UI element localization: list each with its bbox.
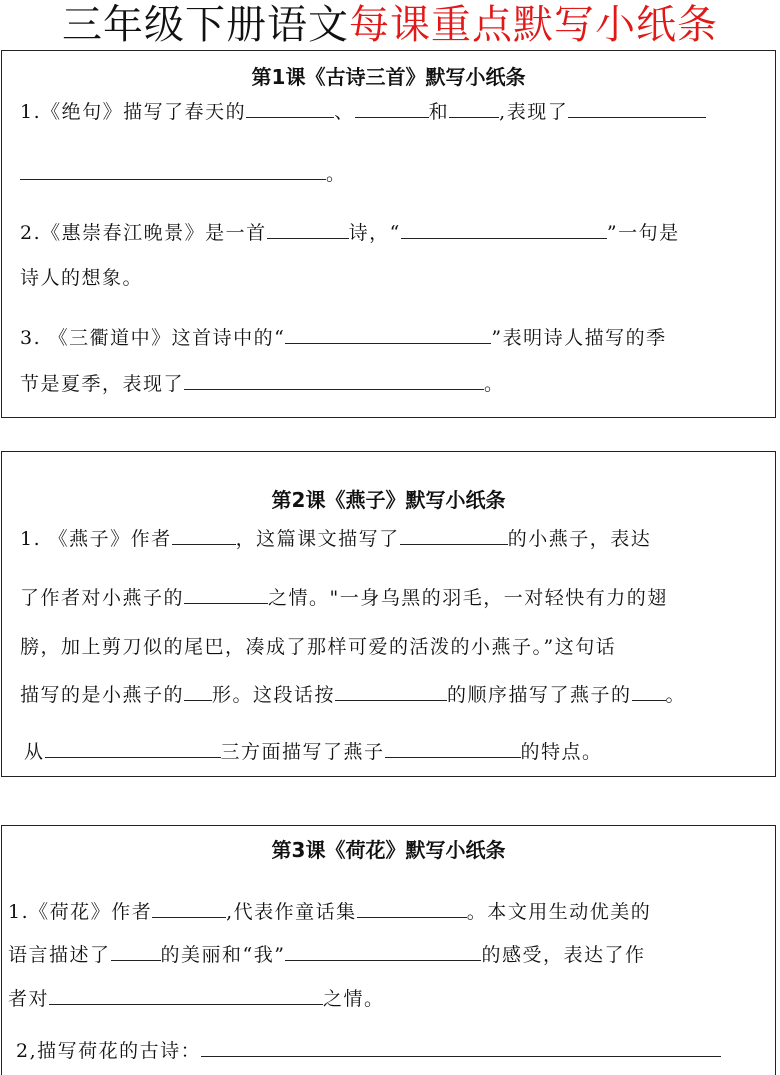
blank[interactable] — [335, 681, 447, 701]
lesson2-line4: 描写的是小燕子的 形。这段话按 的顺序描写了燕子的 。 — [20, 680, 686, 707]
lesson2-line3: 膀，加上剪刀似的尾巴，凑成了那样可爱的活泼的小燕子。”这句话 — [20, 636, 617, 658]
lesson1-q3-line2: 节是夏季，表现了 。 — [20, 369, 505, 396]
blank[interactable] — [172, 525, 236, 545]
blank[interactable] — [184, 681, 212, 701]
blank[interactable] — [401, 219, 607, 239]
lesson3-line3: 者对 之情。 — [8, 984, 385, 1011]
blank[interactable] — [449, 98, 499, 118]
blank[interactable] — [285, 941, 481, 961]
lesson3-line1: 1.《荷花》作者 ,代表作童话集 。本文用生动优美的 — [8, 897, 651, 924]
blank[interactable] — [111, 941, 161, 961]
blank[interactable] — [568, 98, 706, 118]
blank[interactable] — [184, 584, 268, 604]
blank[interactable] — [184, 370, 484, 390]
lesson3-card — [1, 825, 776, 1075]
lesson2-line2: 了作者对小燕子的 之情。"一身乌黑的羽毛，一对轻快有力的翅 — [20, 583, 668, 610]
blank[interactable] — [632, 681, 666, 701]
blank[interactable] — [357, 898, 467, 918]
lesson1-card — [1, 50, 776, 418]
blank[interactable] — [246, 98, 334, 118]
blank[interactable] — [385, 738, 521, 758]
lesson2-heading: 第2课《燕子》默写小纸条 — [271, 488, 506, 512]
lesson2-line1: 1. 《燕子》作者 ，这篇课文描写了 的小燕子，表达 — [20, 524, 651, 551]
lesson1-q3-line1: 3. 《三衢道中》这首诗中的“ ”表明诗人描写的季 — [20, 323, 667, 350]
lesson1-heading: 第1课《古诗三首》默写小纸条 — [251, 65, 526, 89]
blank[interactable] — [400, 525, 508, 545]
lesson2-line5: 从 三方面描写了燕子 的特点。 — [24, 737, 603, 764]
lesson2-card — [1, 451, 776, 777]
page-title — [0, 0, 780, 52]
title-black: 三年级下册语文 — [62, 2, 349, 48]
lesson1-q2-line2: 诗人的想象。 — [20, 267, 144, 289]
lesson3-heading: 第3课《荷花》默写小纸条 — [271, 838, 506, 862]
blank[interactable] — [201, 1037, 721, 1057]
blank[interactable] — [267, 219, 349, 239]
blank[interactable] — [152, 898, 226, 918]
lesson1-q1-line1: 1.《绝句》描写了春天的 、 和 ,表现了 — [20, 97, 706, 124]
blank[interactable] — [285, 324, 491, 344]
blank[interactable] — [49, 985, 323, 1005]
title-red: 每课重点默写小纸条 — [349, 2, 718, 48]
blank[interactable] — [20, 160, 326, 180]
lesson1-q2-line1: 2.《惠崇春江晚景》是一首 诗，“ ”一句是 — [20, 218, 680, 245]
lesson3-line2: 语言描述了 的美丽和“我” 的感受，表达了作 — [8, 940, 645, 967]
lesson1-q1-line2: 。 — [20, 159, 347, 186]
lesson3-q2: 2,描写荷花的古诗： — [16, 1036, 721, 1063]
blank[interactable] — [45, 738, 221, 758]
blank[interactable] — [355, 98, 429, 118]
